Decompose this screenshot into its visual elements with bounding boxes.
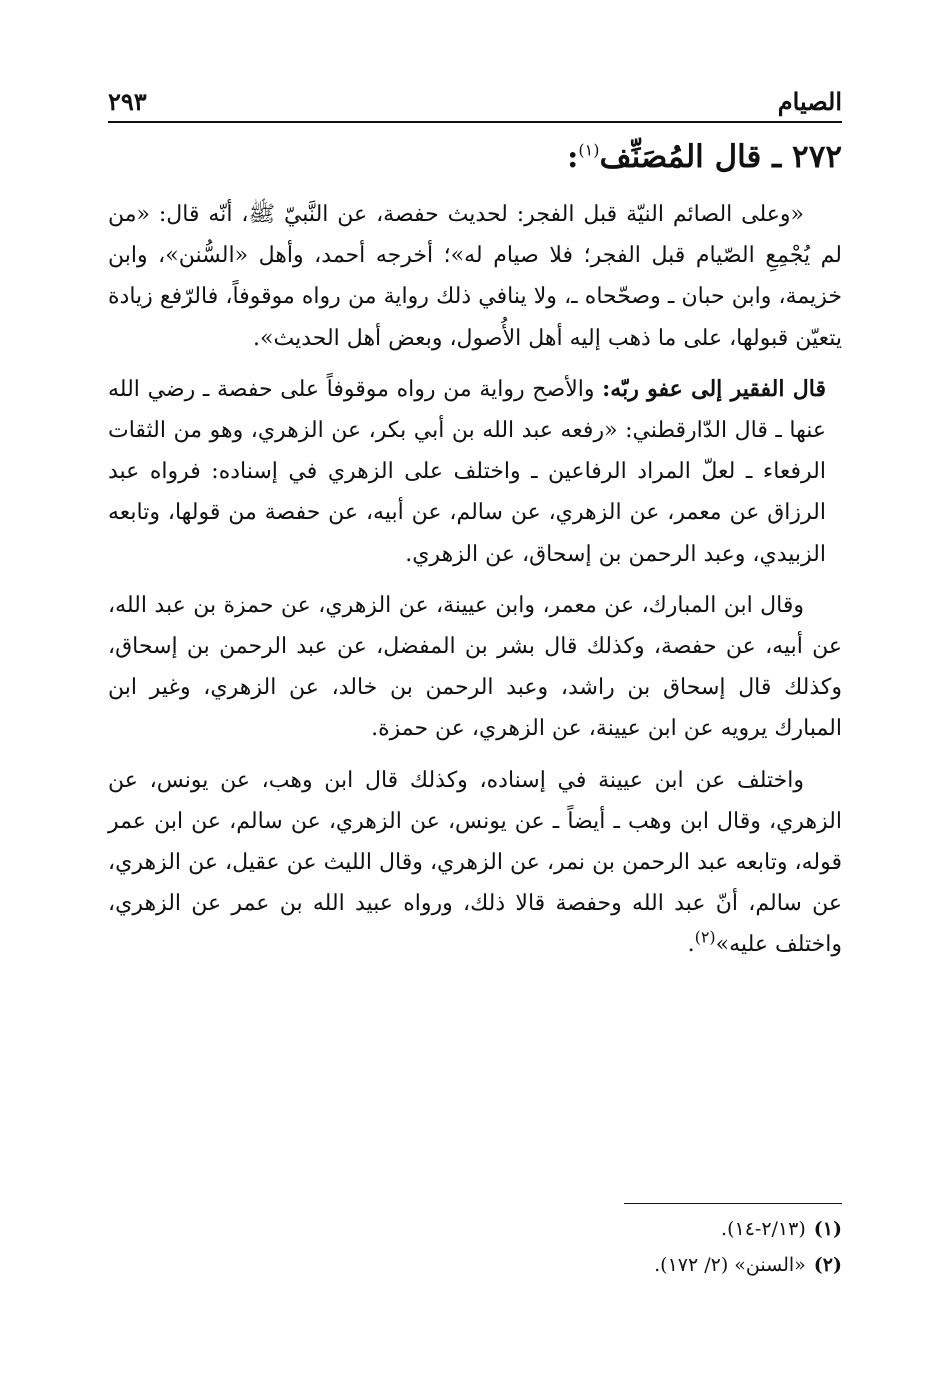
paragraph-narrations xyxy=(108,585,842,750)
footnote-number: (١) xyxy=(813,1218,842,1240)
paragraph-text: وقال ابن المبارك، عن معمر، وابن عيينة، عن الزهري، عن حمزة بن عبد الله، عن أبيه، عن حفصة، وكذلك قال بشر بن المفضل، عن عبد الرحمن بن إسحاق، وكذلك قال إسحاق بن راشد، وعبد الرحمن بن خالد، عن الزهري، وغير ابن المبارك يرويه عن ابن عيينة، عن الزهري، عن حمزة. xyxy=(108,592,842,742)
footnote-rule xyxy=(624,1203,842,1204)
paragraph-lead-term: قال الفقير إلى عفو ربّه: xyxy=(602,375,826,402)
paragraph-commentary xyxy=(108,369,842,575)
footnotes xyxy=(108,1211,842,1283)
body-text xyxy=(108,194,842,966)
footnote-text: «السنن» (٢/ ١٧٢). xyxy=(654,1254,806,1276)
footnote-text: (٢/١٣-١٤). xyxy=(721,1218,806,1240)
section-heading xyxy=(108,134,842,180)
header-rule xyxy=(108,121,842,123)
paragraph-quote xyxy=(108,194,842,359)
footnote-item xyxy=(108,1211,842,1247)
paragraph-end: . xyxy=(687,932,695,958)
heading-footnote-marker: (١) xyxy=(578,140,600,160)
running-head xyxy=(108,82,842,120)
paragraph-variants xyxy=(108,760,842,966)
section-heading-text: ٢٧٢ ـ قال المُصَنِّف xyxy=(599,139,842,175)
footnote-item xyxy=(108,1247,842,1283)
page-number: ٢٩٣ xyxy=(108,86,147,116)
paragraph-footnote-marker: (٢) xyxy=(694,928,716,948)
paragraph-text: والأصح رواية من رواه موقوفاً على حفصة ـ رضي الله عنها ـ قال الدّارقطني: «رفعه عبد الله بن أبي بكر، عن الزهري، وهو من الثقات الرفعاء ـ لعلّ المراد الرفاعين ـ واختلف على الزهري في إسناده: فرواه عبد الرزاق عن معمر، عن الزهري، عن سالم، عن أبيه، عن حفصة من قولها، وتابعه الزبيدي، وعبد الرحمن بن إسحاق، عن الزهري. xyxy=(108,376,827,567)
heading-colon: : xyxy=(566,139,579,175)
running-head-title: الصيام xyxy=(777,86,842,116)
footnote-number: (٢) xyxy=(813,1254,842,1276)
paragraph-text: واختلف عن ابن عيينة في إسناده، وكذلك قال ابن وهب، عن يونس، عن الزهري، وقال ابن وهب ـ أيضاً ـ عن يونس، عن الزهري، عن سالم، عن ابن عمر قوله، وتابعه عبد الرحمن بن نمر، عن الزهري، وقال الليث عن عقيل، عن الزهري، عن سالم، أنّ عبد الله وحفصة قالا ذلك، ورواه عبيد الله بن عمر عن الزهري، واختلف عليه» xyxy=(108,767,842,958)
paragraph-text: «وعلى الصائم النيّة قبل الفجر: لحديث حفصة، عن النَّبيّ ﷺ، أنّه قال: «من لم يُجْمِعِ الصّيام قبل الفجر؛ فلا صيام له»؛ أخرجه أحمد، وأهل «السُّنن»، وابن خزيمة، وابن حبان ـ وصحّحاه ـ، ولا ينافي ذلك رواية من رواه موقوفاً، فالرّفع زيادة يتعيّن قبولها، على ما ذهب إليه أهل الأُصول، وبعض أهل الحديث». xyxy=(108,202,842,351)
